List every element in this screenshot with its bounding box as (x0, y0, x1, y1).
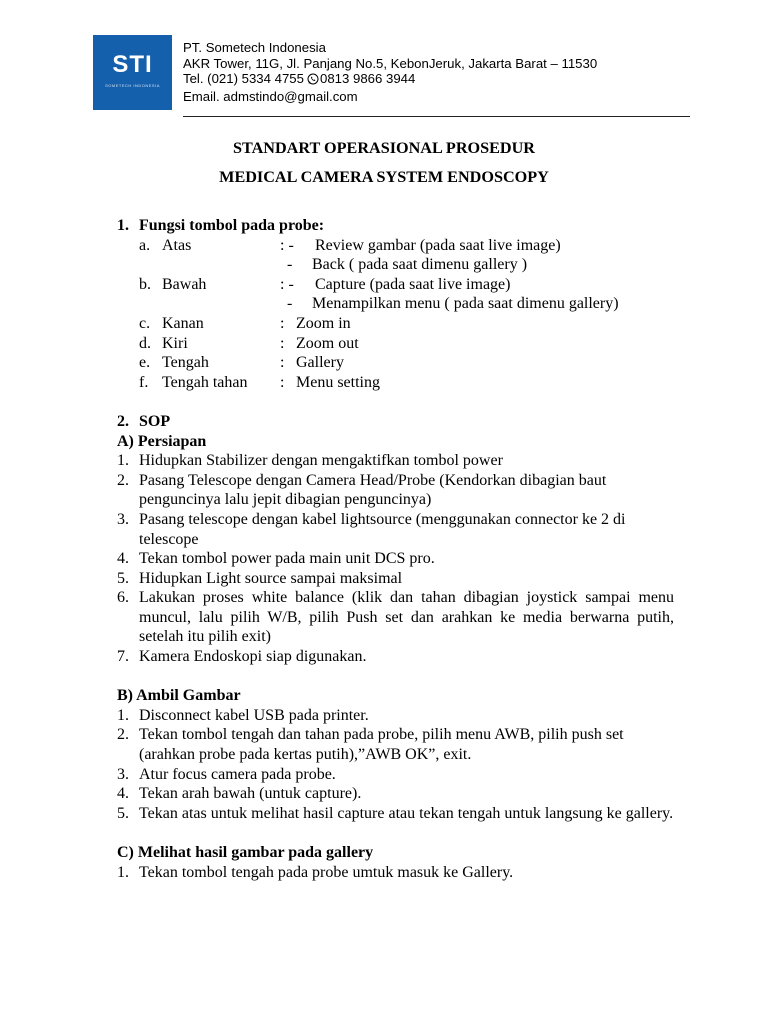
item-separator: : (280, 314, 285, 332)
header-divider (183, 116, 690, 117)
step-text: Pasang Telescope dengan Camera Head/Probe (Kendorkan dibagian baut penguncinya lalu jepit dibagian penguncinya) (139, 471, 607, 509)
list-item: 1. Tekan tombol tengah pada probe umtuk masuk ke Gallery. (117, 863, 674, 883)
document-body (117, 216, 674, 882)
list-item: 7. Kamera Endoskopi siap digunakan. (117, 647, 674, 667)
step-text: Tekan atas untuk melihat hasil capture atau tekan tengah untuk langsung ke gallery. (139, 804, 674, 822)
item-separator: : - (280, 275, 294, 293)
item-value: Back ( pada saat dimenu gallery ) (312, 256, 528, 274)
item-separator: : (280, 354, 285, 372)
item-letter: b. (139, 275, 151, 293)
step-text: Lakukan proses white balance (klik dan tahan dibagian joystick sampai menu muncul, lalu pilih W/B, pilih Push set dan arahkan ke media berwarna putih, setelah itu pilih exit) (139, 589, 674, 646)
item-dash: - (287, 295, 293, 313)
step-text: Atur focus camera pada probe. (139, 765, 336, 783)
list-item: 5. Hidupkan Light source sampai maksimal (117, 569, 674, 589)
step-text: Tekan tombol tengah dan tahan pada probe, pilih menu AWB, pilih push set (arahkan probe pada kertas putih),”AWB OK”, exit. (139, 726, 624, 764)
item-letter: e. (139, 354, 151, 372)
section2-number: 2. (117, 412, 129, 430)
step-text: Tekan tombol tengah pada probe umtuk masuk ke Gallery. (139, 863, 514, 881)
subsection-c-heading: C) Melihat hasil gambar pada gallery (117, 844, 374, 861)
company-whatsapp: 0813 9866 3944 (319, 71, 416, 87)
probe-button-row (117, 334, 674, 354)
section2-heading (117, 412, 674, 432)
item-value: Zoom in (296, 314, 351, 332)
item-key: Kiri (162, 334, 188, 352)
list-item: 1. Disconnect kabel USB pada printer. (117, 706, 674, 726)
item-value: Gallery (296, 354, 344, 372)
company-logo (93, 35, 172, 110)
item-letter: f. (139, 373, 149, 391)
list-item: 4. Tekan arah bawah (untuk capture). (117, 784, 674, 804)
company-email: Email. admstindo@gmail.com (183, 89, 358, 105)
step-text: Hidupkan Light source sampai maksimal (139, 569, 403, 587)
item-separator: : - (280, 236, 294, 254)
logo-text: STI (112, 51, 153, 78)
document-subtitle: MEDICAL CAMERA SYSTEM ENDOSCOPY (219, 168, 549, 186)
item-letter: c. (139, 314, 151, 332)
probe-button-row (117, 353, 674, 373)
subsection-b-heading: B) Ambil Gambar (117, 687, 241, 705)
item-letter: d. (139, 334, 151, 352)
spacer (117, 823, 674, 843)
item-value: Review gambar (pada saat live image) (315, 236, 561, 254)
item-letter: a. (139, 236, 151, 254)
probe-button-row (117, 314, 674, 334)
list-item: 2. Tekan tombol tengah dan tahan pada probe, pilih menu AWB, pilih push set (arahkan probe pada kertas putih),”AWB OK”, exit. (117, 725, 674, 764)
item-key: Bawah (162, 275, 207, 293)
item-key: Tengah tahan (162, 373, 248, 391)
list-item: 2. Pasang Telescope dengan Camera Head/Probe (Kendorkan dibagian baut penguncinya lalu jepit dibagian penguncinya) (117, 471, 674, 510)
item-key: Tengah (162, 354, 209, 372)
step-text: Kamera Endoskopi siap digunakan. (139, 648, 367, 666)
section1-number: 1. (117, 217, 129, 234)
item-separator: : (280, 334, 285, 352)
step-text: Hidupkan Stabilizer dengan mengaktifkan tombol power (139, 452, 503, 470)
item-value: Capture (pada saat live image) (315, 275, 511, 293)
company-name: PT. Sometech Indonesia (183, 40, 326, 55)
step-text: Disconnect kabel USB pada printer. (139, 706, 369, 724)
document-title: STANDART OPERASIONAL PROSEDUR (233, 139, 535, 157)
company-address: AKR Tower, 11G, Jl. Panjang No.5, KebonJeruk, Jakarta Barat – 11530 (183, 55, 598, 71)
step-text: Tekan arah bawah (untuk capture). (139, 785, 362, 803)
list-item: 3. Atur focus camera pada probe. (117, 765, 674, 785)
item-dash: - (287, 256, 293, 274)
item-value: Menu setting (296, 373, 380, 391)
list-item: 3. Pasang telescope dengan kabel lightsource (menggunakan connector ke 2 di telescope (117, 510, 674, 549)
item-key: Kanan (162, 314, 204, 332)
step-text: Pasang telescope dengan kabel lightsource (menggunakan connector ke 2 di telescope (139, 510, 626, 548)
company-tel: Tel. (021) 5334 4755 (183, 71, 304, 87)
company-info (183, 40, 597, 105)
section2-title: SOP (139, 412, 171, 430)
list-item: 1. Hidupkan Stabilizer dengan mengaktifkan tombol power (117, 451, 674, 471)
list-item: 4. Tekan tombol power pada main unit DCS pro. (117, 549, 674, 569)
item-key: Atas (162, 236, 192, 254)
list-item: 5. Tekan atas untuk melihat hasil capture atau tekan tengah untuk langsung ke gallery. (117, 804, 674, 822)
probe-button-row (117, 373, 674, 393)
spacer (117, 392, 674, 412)
section1-heading (117, 216, 674, 236)
item-value: Zoom out (296, 334, 359, 352)
subsection-a-heading: A) Persiapan (117, 432, 207, 450)
list-item: 6. Lakukan proses white balance (klik dan tahan dibagian joystick sampai menu muncul, lalu pilih W/B, pilih Push set dan arahkan ke media berwarna putih, setelah itu pilih exit) (117, 589, 674, 646)
whatsapp-icon (307, 73, 319, 89)
probe-button-subrow (117, 255, 674, 275)
probe-button-row (117, 236, 674, 256)
step-text: Tekan tombol power pada main unit DCS pro. (139, 550, 435, 568)
probe-button-subrow (117, 294, 674, 314)
item-value: Menampilkan menu ( pada saat dimenu gallery) (312, 295, 619, 313)
section1-title: Fungsi tombol pada probe: (139, 217, 325, 234)
logo-subtext: SOMETECH INDONESIA (105, 83, 160, 88)
company-phone-line (183, 71, 597, 89)
item-separator: : (280, 373, 285, 391)
probe-button-row (117, 275, 674, 295)
spacer (117, 667, 674, 687)
